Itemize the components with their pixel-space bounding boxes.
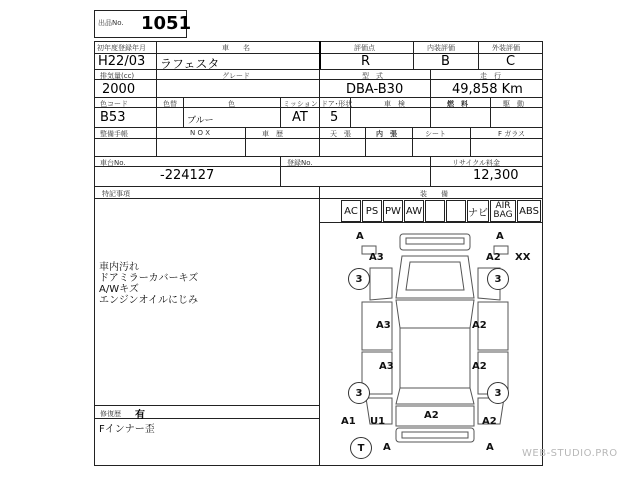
repair-detail: Fインナー歪 [99,424,155,435]
model-label: 型 式 [362,72,383,80]
tire-badge: 3 [348,268,370,290]
displacement-label: 排気量(cc) [100,72,135,80]
color-code-value: B53 [100,110,126,125]
notes-header: 特記事項 [102,190,130,198]
damage-code: A2 [482,416,497,427]
doors-label: ドア･形状 [321,100,353,108]
color-value: ブルー [187,116,214,126]
lot-number: 1051 [141,13,192,34]
equip-ac: AC [341,200,361,222]
mission-value: AT [292,110,308,125]
equip-blank-1 [425,200,445,222]
tire-badge: 3 [487,268,509,290]
damage-code: A3 [379,361,394,372]
note-line: A/Wキズ [99,284,139,295]
color-code-label: 色コード [100,100,128,108]
mileage-value: 49,858 Km [452,82,523,97]
damage-code: A3 [376,320,391,331]
seat-label: シート [425,130,446,138]
damage-code: A2 [486,252,501,263]
doors-value: 5 [330,110,339,125]
exterior-value: C [506,54,516,69]
name-label: 車 名 [222,44,250,52]
damage-code: A3 [369,252,384,263]
watermark: WEB-STUDIO.PRO [522,448,618,459]
equip-blank-2 [446,200,466,222]
manual-label: 整備手帳 [100,130,128,138]
glass-label: F ガラス [498,130,526,138]
color-no-label: 色替 [163,100,177,108]
recycle-value: 12,300 [473,168,519,183]
damage-code: XX [515,252,531,263]
nox-label: N O X [190,129,210,137]
damage-code: A2 [472,361,487,372]
interior-fabric-label: 内 張 [376,130,397,138]
chassis-label: 車台No. [100,159,126,167]
score-value: R [361,54,371,69]
equip-pw: PW [383,200,403,222]
lot-label: 出品No. [98,19,124,27]
damage-code: A [496,231,504,242]
year-value: H22/03 [98,54,146,69]
equip-abs: ABS [517,200,541,222]
equip-airbag: AIR BAG [490,200,516,222]
reg-label: 登録No. [287,159,313,167]
damage-code: A2 [424,410,439,421]
damage-code: U1 [370,416,386,427]
fuel-label: 燃 料 [447,100,468,108]
displacement-value: 2000 [102,82,136,97]
exterior-label: 外装評価 [492,44,520,52]
color-label: 色 [228,100,235,108]
mileage-label: 走 行 [480,72,501,80]
damage-code: A [383,442,391,453]
spare-tire-badge: T [350,437,372,459]
damage-code: A [486,442,494,453]
inspection-label: 車 検 [384,100,405,108]
note-line: 車内汚れ [99,262,139,273]
history-label: 車 歴 [262,130,283,138]
equip-navi: ナビ [467,200,489,222]
chassis-value: -224127 [160,168,215,183]
interior-value: B [441,54,450,69]
repair-value: 有 [135,410,145,421]
note-line: エンジンオイルにじみ [99,295,198,306]
equip-aw: AW [404,200,424,222]
note-line: ドアミラーカバーキズ [99,273,199,284]
model-value: DBA-B30 [346,82,404,97]
score-label: 評価点 [354,44,375,52]
recycle-label: リサイクル料金 [452,159,501,167]
sunroof-label: 天 張 [330,130,351,138]
equipment-header: 装 備 [420,190,448,198]
mission-label: ミッション [283,100,318,108]
repair-label: 修復歴 [100,410,121,418]
equip-ps: PS [362,200,382,222]
damage-code: A2 [472,320,487,331]
damage-code: A1 [341,416,356,427]
tire-badge: 3 [487,382,509,404]
year-label: 初年度登録年月 [97,44,146,52]
damage-code: A [356,231,364,242]
grade-label: グレード [222,72,250,80]
drive-label: 駆 動 [503,100,524,108]
tire-badge: 3 [348,382,370,404]
interior-label: 内装評価 [427,44,455,52]
car-name: ラフェスタ [160,57,220,71]
